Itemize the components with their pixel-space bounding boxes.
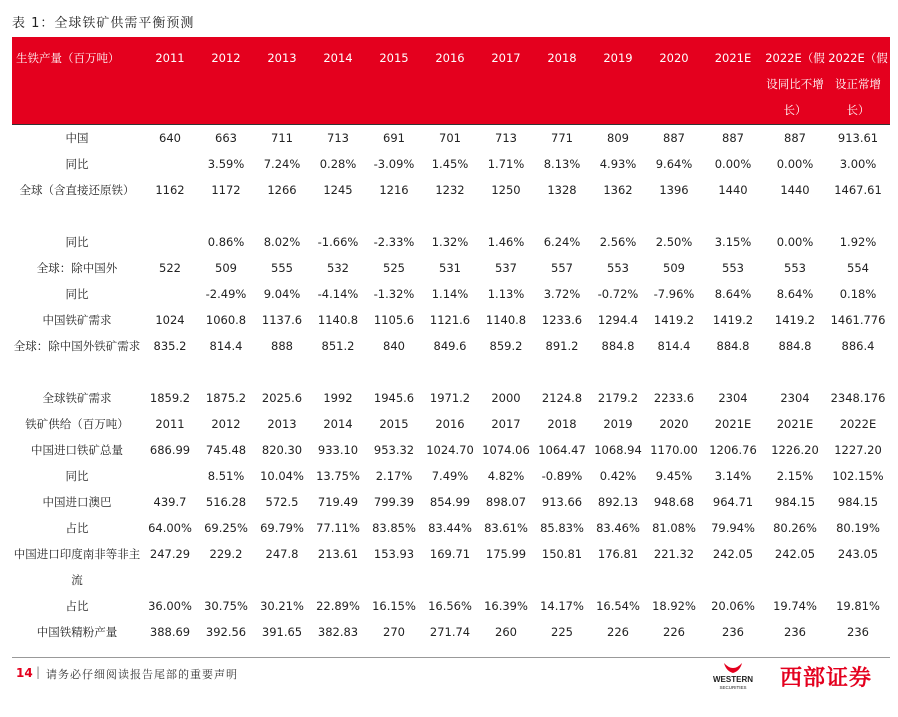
table-cell: 887 — [722, 131, 744, 145]
header-cell: 2021E — [702, 37, 764, 125]
table-cell: -7.96% — [653, 287, 695, 301]
table-cell: 16.39% — [484, 599, 528, 613]
table-cell: 3.14% — [714, 469, 752, 483]
table-cell: 1.71% — [487, 157, 525, 171]
table-cell: 382.83 — [317, 625, 359, 639]
table-cell: 2124.8 — [541, 391, 583, 405]
table-cell: 391.65 — [261, 625, 303, 639]
row-label: 中国铁矿需求 — [42, 313, 112, 327]
header-cell: 2018 — [534, 37, 590, 125]
table-cell: 18.92% — [652, 599, 696, 613]
table-cell: 1440 — [780, 183, 810, 197]
table-cell: 0.00% — [714, 157, 752, 171]
row-label: 占比 — [65, 599, 89, 613]
page-footer — [12, 657, 890, 697]
table-cell: 1172 — [211, 183, 241, 197]
table-cell: -3.09% — [373, 157, 415, 171]
table-row — [12, 541, 890, 593]
table-cell: 1232 — [435, 183, 465, 197]
table-cell: 4.82% — [487, 469, 525, 483]
table-cell: 8.64% — [714, 287, 752, 301]
table-cell: 2012 — [211, 417, 241, 431]
table-cell: 713 — [327, 131, 349, 145]
table-cell: 1137.6 — [261, 313, 303, 327]
table-cell: 537 — [495, 261, 517, 275]
row-label: 同比 — [65, 235, 89, 249]
table-cell: 2014 — [323, 417, 353, 431]
table-cell: 226 — [663, 625, 685, 639]
table-cell: 691 — [383, 131, 405, 145]
row-label: 占比 — [65, 521, 89, 535]
table-cell: 16.56% — [428, 599, 472, 613]
table-cell: 6.24% — [543, 235, 581, 249]
row-label: 全球：除中国外 — [36, 261, 118, 275]
row-label: 中国进口澳巴 — [42, 495, 112, 509]
table-cell: 799.39 — [373, 495, 415, 509]
table-cell: 1068.94 — [594, 443, 642, 457]
table-cell: 1121.6 — [429, 313, 471, 327]
table-cell: 1419.2 — [712, 313, 754, 327]
table-cell: 176.81 — [597, 547, 639, 561]
table-cell: 1.13% — [487, 287, 525, 301]
table-cell: 9.64% — [655, 157, 693, 171]
table-cell: -1.32% — [373, 287, 415, 301]
table-cell: 271.74 — [429, 625, 471, 639]
table-cell: 913.61 — [837, 131, 879, 145]
table-cell: 0.42% — [599, 469, 637, 483]
table-cell: 1266 — [267, 183, 297, 197]
table-cell: 572.5 — [265, 495, 299, 509]
table-cell: 14.17% — [540, 599, 584, 613]
row-label: 中国铁精粉产量 — [36, 625, 118, 639]
table-cell: 2015 — [379, 417, 409, 431]
table-cell: 221.32 — [653, 547, 695, 561]
table-row — [12, 437, 890, 463]
table-cell: 243.05 — [837, 547, 879, 561]
table-cell: 1064.47 — [538, 443, 586, 457]
table-cell: 555 — [271, 261, 293, 275]
table-cell: -1.66% — [317, 235, 359, 249]
table-cell: 2013 — [267, 417, 297, 431]
table-cell: 557 — [551, 261, 573, 275]
table-cell: 663 — [215, 131, 237, 145]
table-cell: 1216 — [379, 183, 409, 197]
row-label: 中国 — [65, 131, 89, 145]
table-cell — [142, 229, 198, 255]
table-cell: 719.49 — [317, 495, 359, 509]
table-cell: 711 — [271, 131, 293, 145]
table-cell: 553 — [607, 261, 629, 275]
table-cell: 1227.20 — [834, 443, 882, 457]
table-cell: 1971.2 — [429, 391, 471, 405]
table-cell: 2018 — [547, 417, 577, 431]
table-cell: 150.81 — [541, 547, 583, 561]
table-cell: 236 — [722, 625, 744, 639]
table-cell: 236 — [847, 625, 869, 639]
table-row — [12, 177, 890, 229]
header-cell: 2012 — [198, 37, 254, 125]
table-row — [12, 411, 890, 437]
table-row — [12, 281, 890, 307]
table-cell: 16.54% — [596, 599, 640, 613]
table-cell: 19.74% — [773, 599, 817, 613]
table-cell: 984.15 — [837, 495, 879, 509]
table-cell: 3.59% — [207, 157, 245, 171]
table-cell: 509 — [663, 261, 685, 275]
table-cell: 83.46% — [596, 521, 640, 535]
table-cell: 2011 — [155, 417, 185, 431]
row-label: 同比 — [65, 287, 89, 301]
table-cell: 19.81% — [836, 599, 880, 613]
table-cell: -0.89% — [541, 469, 583, 483]
table-cell: 175.99 — [485, 547, 527, 561]
table-cell: 531 — [439, 261, 461, 275]
table-cell: 891.2 — [545, 339, 579, 353]
table-cell: 0.86% — [207, 235, 245, 249]
table-cell: 2.17% — [375, 469, 413, 483]
table-cell: 22.89% — [316, 599, 360, 613]
table-row — [12, 125, 890, 152]
table-cell: 8.51% — [207, 469, 245, 483]
table-cell: 8.13% — [543, 157, 581, 171]
table-cell: 81.08% — [652, 521, 696, 535]
table-cell: 0.00% — [776, 157, 814, 171]
table-cell: 3.15% — [714, 235, 752, 249]
table-cell: 1233.6 — [541, 313, 583, 327]
table-cell: 1250 — [491, 183, 521, 197]
table-cell: 1105.6 — [373, 313, 415, 327]
table-cell: 0.18% — [839, 287, 877, 301]
table-cell: 553 — [722, 261, 744, 275]
table-cell: 3.72% — [543, 287, 581, 301]
western-securities-logo — [702, 657, 882, 693]
table-cell: -0.72% — [597, 287, 639, 301]
table-cell: -4.14% — [317, 287, 359, 301]
table-cell: 2.15% — [776, 469, 814, 483]
table-body — [12, 125, 890, 646]
table-cell: 242.05 — [774, 547, 816, 561]
table-cell: 69.25% — [204, 521, 248, 535]
table-cell: 2.50% — [655, 235, 693, 249]
row-label: 中国进口铁矿总量 — [31, 443, 123, 457]
header-cell: 2017 — [478, 37, 534, 125]
table-cell: 1419.2 — [774, 313, 816, 327]
table-cell: 392.56 — [205, 625, 247, 639]
table-cell: 1419.2 — [653, 313, 695, 327]
table-cell: 2016 — [435, 417, 465, 431]
table-cell: 2020 — [659, 417, 689, 431]
table-cell: 1074.06 — [482, 443, 530, 457]
iron-ore-balance-table — [12, 37, 890, 645]
header-cell: 2022E（假设正常增长） — [826, 37, 890, 125]
table-cell: 814.4 — [209, 339, 243, 353]
table-cell: 30.75% — [204, 599, 248, 613]
table-cell: 225 — [551, 625, 573, 639]
table-cell: 820.30 — [261, 443, 303, 457]
table-cell: 1294.4 — [597, 313, 639, 327]
table-cell: 247.8 — [265, 547, 299, 561]
table-cell: 7.49% — [431, 469, 469, 483]
row-label: 全球（含直接还原铁） — [19, 183, 135, 197]
svg-text:WESTERN: WESTERN — [713, 675, 753, 684]
table-cell: 3.00% — [839, 157, 877, 171]
svg-text:SECURITIES: SECURITIES — [719, 685, 747, 690]
table-row — [12, 463, 890, 489]
table-cell: 2233.6 — [653, 391, 695, 405]
table-cell: 64.00% — [148, 521, 192, 535]
header-cell: 生铁产量（百万吨） — [12, 37, 142, 125]
table-cell: 1.14% — [431, 287, 469, 301]
header-cell: 2014 — [310, 37, 366, 125]
table-cell: 1024 — [155, 313, 185, 327]
table-cell: 1.32% — [431, 235, 469, 249]
header-cell: 2019 — [590, 37, 646, 125]
table-cell: 83.85% — [372, 521, 416, 535]
row-label: 全球铁矿需求 — [42, 391, 112, 405]
table-cell: 2304 — [780, 391, 810, 405]
table-header-row — [12, 37, 890, 125]
table-cell: 2019 — [603, 417, 633, 431]
table-cell: 7.24% — [263, 157, 301, 171]
table-cell: 1362 — [603, 183, 633, 197]
table-cell: 77.11% — [316, 521, 360, 535]
table-cell: 851.2 — [321, 339, 355, 353]
table-cell: 884.8 — [778, 339, 812, 353]
table-row — [12, 229, 890, 255]
table-cell: 69.79% — [260, 521, 304, 535]
table-cell: 20.06% — [711, 599, 755, 613]
table-cell: 771 — [551, 131, 573, 145]
table-cell: 236 — [784, 625, 806, 639]
table-cell: 80.19% — [836, 521, 880, 535]
table-cell: 2017 — [491, 417, 521, 431]
table-cell: 509 — [215, 261, 237, 275]
table-cell: -2.49% — [205, 287, 247, 301]
table-cell: 886.4 — [841, 339, 875, 353]
header-cell: 2013 — [254, 37, 310, 125]
row-label: 同比 — [65, 469, 89, 483]
table-cell: 1992 — [323, 391, 353, 405]
table-row — [12, 255, 890, 281]
table-cell: 2025.6 — [261, 391, 303, 405]
table-cell: 809 — [607, 131, 629, 145]
table-cell: 8.02% — [263, 235, 301, 249]
table-row — [12, 151, 890, 177]
table-cell: 701 — [439, 131, 461, 145]
table-cell: 2.56% — [599, 235, 637, 249]
table-cell: 1206.76 — [709, 443, 757, 457]
table-cell: 83.44% — [428, 521, 472, 535]
table-cell: 8.64% — [776, 287, 814, 301]
table-cell: 1140.8 — [485, 313, 527, 327]
table-cell: 1859.2 — [149, 391, 191, 405]
header-cell: 2016 — [422, 37, 478, 125]
table-cell: 887 — [784, 131, 806, 145]
table-cell: 2000 — [491, 391, 521, 405]
table-cell: 686.99 — [149, 443, 191, 457]
table-cell: 2021E — [714, 417, 752, 431]
table-cell: 1140.8 — [317, 313, 359, 327]
table-cell: 953.32 — [373, 443, 415, 457]
table-cell: 439.7 — [153, 495, 187, 509]
table-cell: -2.33% — [373, 235, 415, 249]
table-cell: 13.75% — [316, 469, 360, 483]
table-cell: 1875.2 — [205, 391, 247, 405]
table-cell: 553 — [784, 261, 806, 275]
table-cell: 1396 — [659, 183, 689, 197]
table-cell: 640 — [159, 131, 181, 145]
table-cell: 1245 — [323, 183, 353, 197]
table-cell: 745.48 — [205, 443, 247, 457]
table-cell: 4.93% — [599, 157, 637, 171]
table-cell: 525 — [383, 261, 405, 275]
table-cell: 9.04% — [263, 287, 301, 301]
table-cell: 859.2 — [489, 339, 523, 353]
table-cell: 964.71 — [712, 495, 754, 509]
table-cell: 2304 — [718, 391, 748, 405]
table-cell: 532 — [327, 261, 349, 275]
table-cell: 1.46% — [487, 235, 525, 249]
table-cell: 1170.00 — [650, 443, 698, 457]
table-cell: 2179.2 — [597, 391, 639, 405]
table-cell: 79.94% — [711, 521, 755, 535]
disclaimer-note: 请务必仔细阅读报告尾部的重要声明 — [46, 668, 238, 681]
table-cell: 814.4 — [657, 339, 691, 353]
table-cell: 1060.8 — [205, 313, 247, 327]
table-cell: 554 — [847, 261, 869, 275]
table-cell: 388.69 — [149, 625, 191, 639]
table-cell: 16.15% — [372, 599, 416, 613]
table-cell — [142, 463, 198, 489]
table-cell: 2021E — [776, 417, 814, 431]
table-cell: 83.61% — [484, 521, 528, 535]
table-cell: 898.07 — [485, 495, 527, 509]
table-cell: 9.45% — [655, 469, 693, 483]
table-cell: 1440 — [718, 183, 748, 197]
table-cell: 1461.776 — [830, 313, 886, 327]
table-row — [12, 593, 890, 619]
table-cell: 713 — [495, 131, 517, 145]
table-cell: 849.6 — [433, 339, 467, 353]
table-cell: 102.15% — [832, 469, 884, 483]
table-cell: 10.04% — [260, 469, 304, 483]
table-cell: 242.05 — [712, 547, 754, 561]
table-cell: 522 — [159, 261, 181, 275]
header-cell: 2011 — [142, 37, 198, 125]
table-cell: 1328 — [547, 183, 577, 197]
header-cell: 2022E（假设同比不增长） — [764, 37, 826, 125]
table-cell: 36.00% — [148, 599, 192, 613]
table-cell: 516.28 — [205, 495, 247, 509]
table-cell: 247.29 — [149, 547, 191, 561]
table-row — [12, 619, 890, 645]
table-cell: 2348.176 — [830, 391, 886, 405]
row-label: 全球：除中国外铁矿需求 — [13, 339, 141, 353]
brand-name: 西部证券 — [780, 666, 873, 691]
table-row — [12, 333, 890, 385]
table-cell: 948.68 — [653, 495, 695, 509]
table-cell: 169.71 — [429, 547, 471, 561]
table-cell: 1945.6 — [373, 391, 415, 405]
table-cell: 30.21% — [260, 599, 304, 613]
table-row — [12, 307, 890, 333]
table-cell: 260 — [495, 625, 517, 639]
table-cell: 153.93 — [373, 547, 415, 561]
table-cell: 1.45% — [431, 157, 469, 171]
table-cell: 270 — [383, 625, 405, 639]
table-cell — [142, 151, 198, 177]
row-label: 同比 — [65, 157, 89, 171]
table-row — [12, 515, 890, 541]
table-cell: 933.10 — [317, 443, 359, 457]
table-cell: 892.13 — [597, 495, 639, 509]
table-cell: 835.2 — [153, 339, 187, 353]
footer-separator: | — [36, 665, 41, 679]
table-cell: 888 — [271, 339, 293, 353]
table-cell: 2022E — [839, 417, 877, 431]
table-cell: 1.92% — [839, 235, 877, 249]
bull-horns-icon — [702, 661, 764, 691]
table-cell: 984.15 — [774, 495, 816, 509]
table-cell: 1226.20 — [771, 443, 819, 457]
header-cell: 2020 — [646, 37, 702, 125]
table-cell: 0.28% — [319, 157, 357, 171]
table-cell: 213.61 — [317, 547, 359, 561]
table-cell: 840 — [383, 339, 405, 353]
row-label: 铁矿供给（百万吨） — [25, 417, 129, 431]
table-cell: 1024.70 — [426, 443, 474, 457]
table-cell: 884.8 — [601, 339, 635, 353]
table-cell: 1162 — [155, 183, 185, 197]
table-row — [12, 385, 890, 411]
table-cell: 85.83% — [540, 521, 584, 535]
table-cell: 80.26% — [773, 521, 817, 535]
table-cell: 0.00% — [776, 235, 814, 249]
table-cell: 854.99 — [429, 495, 471, 509]
table-cell: 226 — [607, 625, 629, 639]
table-cell — [142, 281, 198, 307]
page-number: 14 — [16, 666, 33, 680]
table-caption: 表 1：全球铁矿供需平衡预测 — [12, 16, 195, 31]
table-row — [12, 489, 890, 515]
header-cell: 2015 — [366, 37, 422, 125]
table-cell: 913.66 — [541, 495, 583, 509]
table-cell: 1467.61 — [834, 183, 882, 197]
table-cell: 229.2 — [209, 547, 243, 561]
table-cell: 884.8 — [716, 339, 750, 353]
table-cell: 887 — [663, 131, 685, 145]
row-label: 中国进口印度南非等非主流 — [13, 547, 141, 587]
